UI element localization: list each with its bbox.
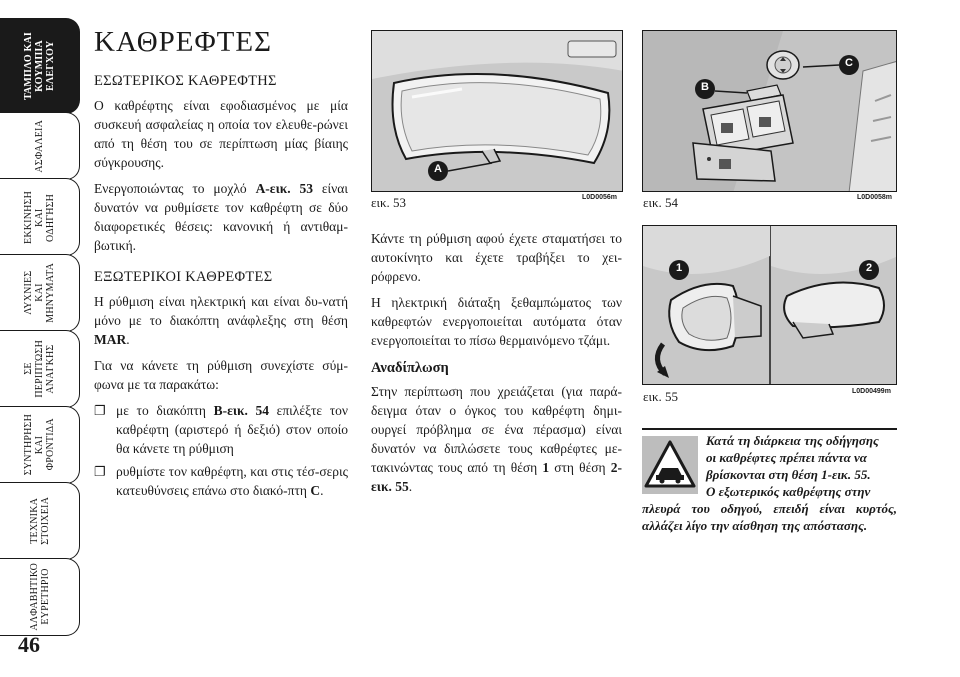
tab-technical-data[interactable] — [0, 482, 80, 560]
tab-safety[interactable] — [0, 112, 80, 180]
warning-line: Κατά τη διάρκεια της οδήγησης — [706, 433, 879, 448]
callout-c-label: C — [845, 57, 853, 69]
warning-line: βρίσκονται στη θέση 1-εικ. 55. — [706, 467, 871, 482]
exterior-paragraph-1: Η ρύθμιση είναι ηλεκτρική και είναι δυ-νατή μόνο με το διακόπτη ανάφλεξης στη θέση MAR. — [94, 294, 348, 347]
list-item: ❐ με το διακόπτη B-εικ. 54 επιλέξτε τον καθρέφτη (αριστερό ή δεξιό) στον οποίο θα κάνετε τη ρύθμιση — [94, 403, 348, 456]
tab-lights-messages[interactable] — [0, 254, 80, 332]
figure-54-code: L0D0058m — [857, 194, 893, 201]
defrost-paragraph: Η ηλεκτρική διάταξη ξεθαμπώματος των καθρεφτών ενεργοποιείται αυτόματα όταν ενεργοποιείται το πίσω θερμαινόμενο τζάμι. — [371, 295, 622, 348]
tab-dashboard-controls[interactable] — [0, 18, 80, 114]
callout-a-label: A — [434, 163, 442, 175]
figure-54-caption: εικ. 54 — [643, 195, 679, 210]
figure-53-code: L0D0056m — [582, 194, 618, 201]
tab-label: ΛΥΧΝΙΕΣ ΚΑΙ ΜΗΝΥΜΑΤΑ — [23, 263, 56, 323]
exterior-paragraph-2: Για να κάνετε τη ρύθμιση συνεχίστε σύμ-φωνα με τα παρακάτω: — [94, 358, 348, 392]
warning-line: οι καθρέφτες πρέπει πάντα να — [706, 450, 868, 465]
checkbox-bullet-icon: ❐ — [94, 464, 106, 479]
tab-label: ΑΛΦΑΒΗΤΙΚΟ ΕΥΡΕΤΗΡΙΟ — [28, 563, 51, 631]
column-left — [94, 26, 348, 504]
tab-starting-driving[interactable] — [0, 178, 80, 256]
tab-emergency[interactable] — [0, 330, 80, 408]
folding-heading: Αναδίπλωση — [371, 360, 449, 376]
warning-rule — [642, 428, 897, 430]
page-number: 46 — [18, 632, 40, 657]
figure-53-interior-mirror — [371, 30, 623, 192]
tab-label: ΣΥΝΤΗΡΗΣΗ ΚΑΙ ΦΡΟΝΤΙΔΑ — [23, 414, 56, 476]
tab-label: ΤΑΜΠΛΟ ΚΑΙ ΚΟΥΜΠΙΑ ΕΛΕΓΧΟΥ — [23, 32, 56, 100]
column-middle — [371, 229, 622, 503]
tab-alphabetical-index[interactable] — [0, 558, 80, 636]
figure-55-code: L0D00499m — [852, 388, 891, 395]
warning-line: Ο εξωτερικός καθρέφτης στην — [706, 484, 871, 499]
interior-mirror-heading: ΕΣΩΤΕΡΙΚΟΣ ΚΑΘΡΕΦΤΗΣ — [94, 73, 277, 89]
figure-53-caption: εικ. 53 — [371, 195, 407, 210]
callout-2-label: 2 — [865, 262, 873, 274]
tab-label: ΤΕΧΝΙΚΑ ΣΤΟΙΧΕΙΑ — [28, 497, 51, 545]
mirror-folding-illustration — [643, 226, 897, 385]
interior-mirror-illustration — [372, 31, 623, 192]
exterior-mirrors-heading: ΕΞΩΤΕΡΙΚΟΙ ΚΑΘΡΕΦΤΕΣ — [94, 269, 273, 285]
page-title: ΚΑΘΡΕΦΤΕΣ — [94, 26, 272, 58]
adjust-stopped-paragraph: Κάντε τη ρύθμιση αφού έχετε σταματήσει το αυτοκίνητο και έχετε τραβήξει το χει-ρόφρενο. — [371, 231, 622, 284]
warning-text — [642, 432, 897, 534]
warning-line: πλευρά του οδηγού, επειδή είναι κυρτός, αλλάζει λίγο την αίσθηση της απόστασης. — [642, 501, 897, 533]
figure-55-caption: εικ. 55 — [643, 389, 679, 404]
figure-54-mirror-switch — [642, 30, 897, 192]
figure-55-mirror-folding — [642, 225, 897, 385]
folding-paragraph: Στην περίπτωση που χρειάζεται (για παρά-δειγμα όταν ο όγκος του καθρέφτη δημι-ουργεί πρόβλημα σε ένα πέρασμα) είναι δυνατόν να διπλώσετε τους καθρέφτες με-τακινώντας τους από τη θέση 1 στη θέση 2-εικ. 55. — [371, 384, 622, 494]
tab-label: ΣΕ ΠΕΡΙΠΤΩΣΗ ΑΝΑΓΚΗΣ — [23, 340, 56, 398]
tab-label: ΑΣΦΑΛΕΙΑ — [34, 119, 45, 173]
warning-box — [642, 428, 897, 533]
interior-paragraph-1: Ο καθρέφτης είναι εφοδιασμένος με μία συσκευή ασφαλείας η οποία τον ελευθε-ρώνει από τη θέση του σε περίπτωση μίας βίαιης σύγκρουσης. — [94, 98, 348, 170]
tab-maintenance[interactable] — [0, 406, 80, 484]
callout-1-label: 1 — [675, 262, 683, 274]
list-item: ❐ ρυθμίστε τον καθρέφτη, και στις τέσ-σερις κατευθύνσεις επάνω στο διακό-πτη C. — [94, 464, 348, 498]
checkbox-bullet-icon: ❐ — [94, 403, 106, 418]
section-tabs — [0, 0, 86, 677]
tab-label: ΕΚΚΙΝΗΣΗ ΚΑΙ ΟΔΗΓΗΣΗ — [23, 190, 56, 244]
interior-paragraph-2: Ενεργοποιώντας το μοχλό A-εικ. 53 είναι δυνατόν να ρυθμίσετε τον καθρέφτη σε δύο διαφορετικές θέσεις: κανονική ή αντιθαμ-βωτική. — [94, 181, 348, 253]
callout-b-label: B — [701, 81, 709, 93]
mirror-switch-illustration — [643, 31, 897, 192]
